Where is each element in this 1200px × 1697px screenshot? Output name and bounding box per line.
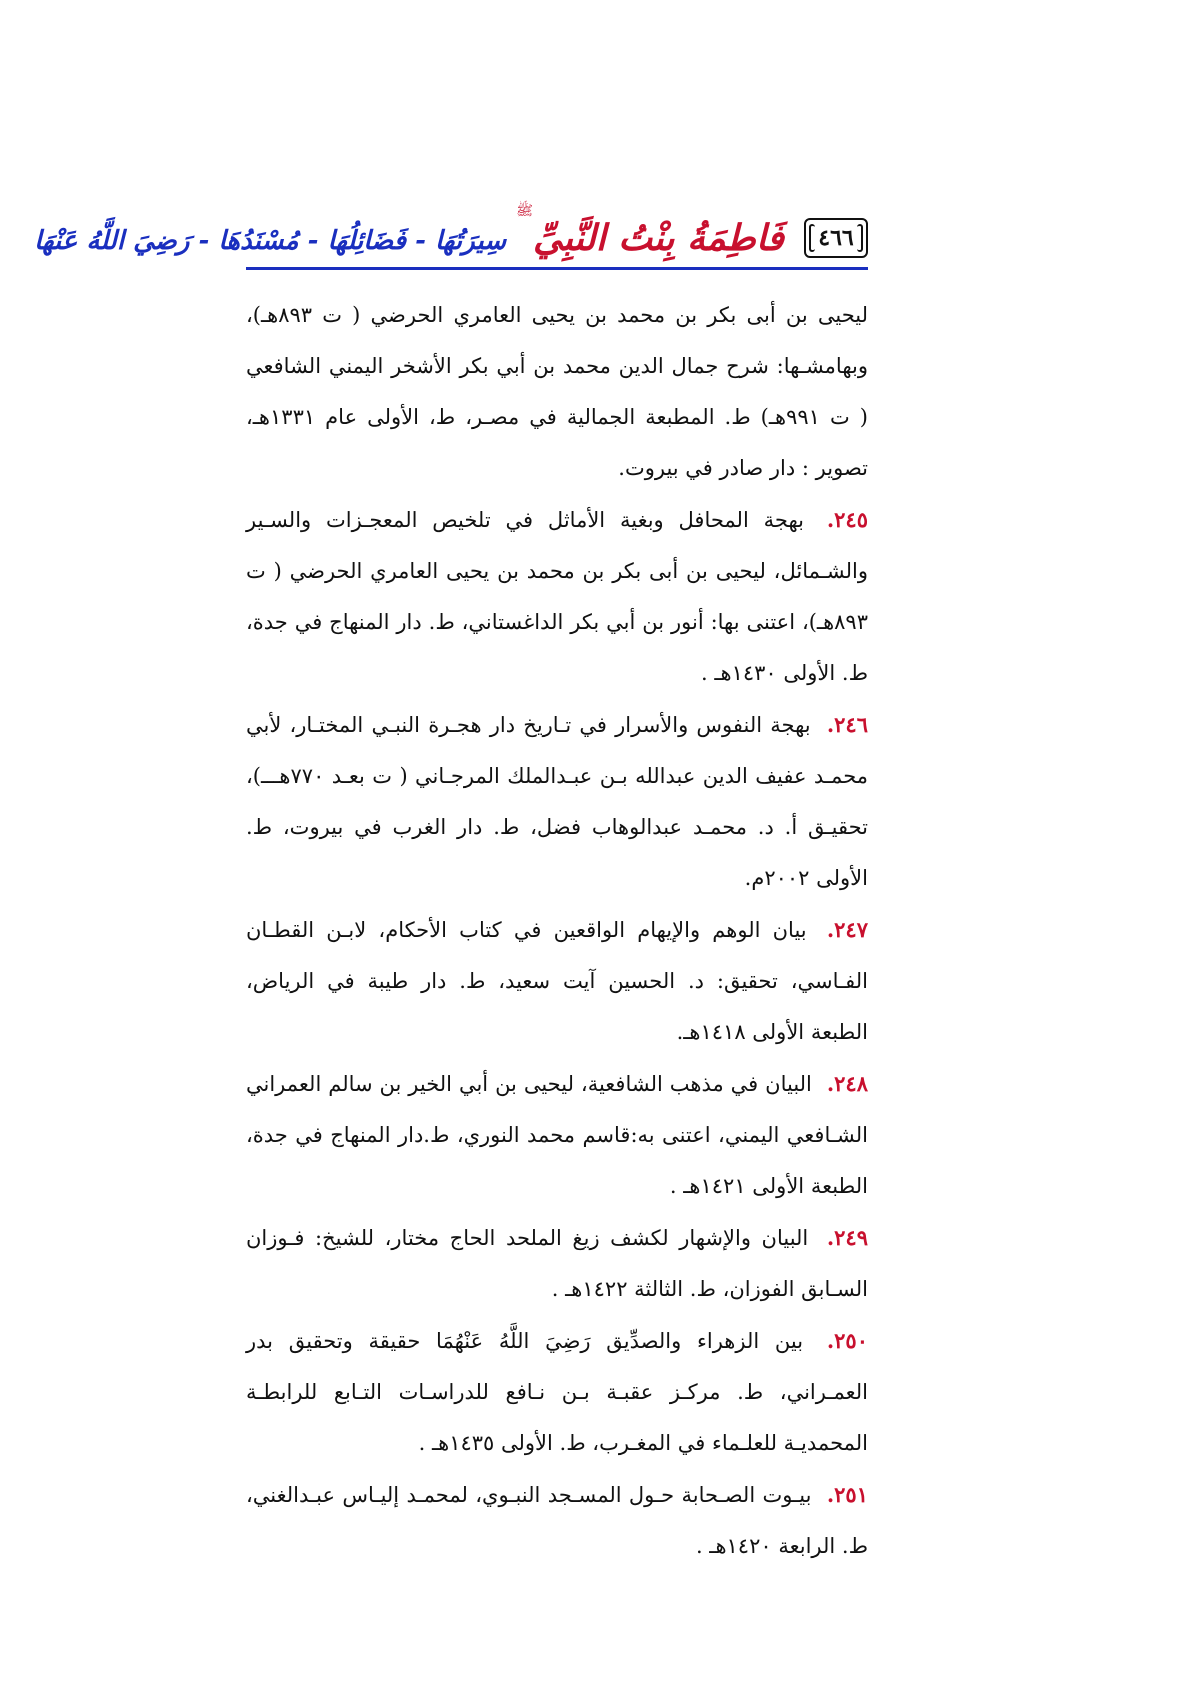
title-honorific: ﷺ <box>516 203 534 219</box>
title-subtitle: سِيرَتُهَا - فَضَائِلُهَا - مُسْنَدُهَا - رَضِيَ اللَّهُ عَنْهَا <box>34 226 507 256</box>
entry-number: ٢٤٨. <box>826 1071 868 1096</box>
bibliography-entry <box>246 1058 868 1212</box>
title-main: فَاطِمَةُ بِنْتُ النَّبِيِّ <box>533 217 784 259</box>
entry-text: البيان والإشهار لكشف زيغ الملحد الحاج مختار، للشيخ: فـوزان السـابق الفوزان، ط. الثالثة ١٤٢٢هـ . <box>246 1226 868 1301</box>
entry-number: ٢٥١. <box>826 1482 868 1507</box>
bibliography-entry <box>246 1469 868 1572</box>
entry-text: بهجة المحافل وبغية الأماثل في تلخيص المعجـزات والسـير والشـمائل، ليحيى بن أبى بكر بن محمد بن يحيى العامري الحرضي ( ت ٨٩٣هـ)، اعتنى بها: أنور بن أبي بكر الداغستاني، ط. دار المنهاج في جدة، ط. الأولى ١٤٣٠هـ . <box>246 508 868 685</box>
bibliography-entry <box>246 494 868 699</box>
bibliography-list <box>246 290 868 1572</box>
entry-text: بين الزهراء والصدِّيق رَضِيَ اللَّهُ عَنْهُمَا حقيقة وتحقيق بدر العمـراني، ط. مركـز عقبـة بـن نـافع للدراسـات التـابع للرابطـة المحمديـة للعلـماء في المغـرب، ط. الأولى ١٤٣٥هـ . <box>246 1329 868 1455</box>
bibliography-entry <box>246 1315 868 1469</box>
page-number: ٤٦٦ <box>804 218 868 258</box>
entry-number: ٢٤٧. <box>826 917 868 942</box>
entry-number: ٢٤٩. <box>826 1225 868 1250</box>
header-rule <box>246 267 868 270</box>
entry-text: بيـوت الصـحابة حـول المسـجد النبـوي، لمحمـد إليـاس عبـدالغني، ط. الرابعة ١٤٢٠هـ . <box>246 1483 868 1558</box>
page-header <box>34 200 868 272</box>
continuation-paragraph: ليحيى بن أبى بكر بن محمد بن يحيى العامري الحرضي ( ت ٨٩٣هـ)، وبهامشـها: شرح جمال الدين محمد بن أبي بكر الأشخر اليمني الشافعي ( ت ٩٩١هـ) ط. المطبعة الجمالية في مصـر، ط، الأولى عام ١٣٣١هـ، تصوير : دار صادر في بيروت. <box>246 303 868 480</box>
entry-number: ٢٤٦. <box>826 712 868 737</box>
entry-text: البيان في مذهب الشافعية، ليحيى بن أبي الخير بن سالم العمراني الشـافعي اليمني، اعتنى به:قاسم محمد النوري، ط.دار المنهاج في جدة، الطبعة الأولى ١٤٢١هـ . <box>246 1072 868 1198</box>
entry-text: بيان الوهم والإيهام الواقعين في كتاب الأحكام، لابـن القطـان الفـاسي، تحقيق: د. الحسين آيت سعيد، ط. دار طيبة في الرياض، الطبعة الأولى ١٤١٨هـ. <box>246 918 868 1044</box>
entry-number: ٢٤٥. <box>826 507 868 532</box>
bibliography-entry <box>246 1212 868 1315</box>
bibliography-entry <box>246 904 868 1058</box>
entry-text: بهجة النفوس والأسرار في تـاريخ دار هجـرة النبـي المختـار، لأبي محمـد عفيف الدين عبدالله بـن عبـدالملك المرجـاني ( ت بعـد ٧٧٠هـــ)، تحقيـق أ. د. محمـد عبدالوهاب فضل، ط. دار الغرب في بيروت، ط. الأولى ٢٠٠٢م. <box>246 713 868 890</box>
bibliography-entry <box>246 699 868 904</box>
running-title <box>34 200 784 262</box>
entry-number: ٢٥٠. <box>826 1328 868 1353</box>
